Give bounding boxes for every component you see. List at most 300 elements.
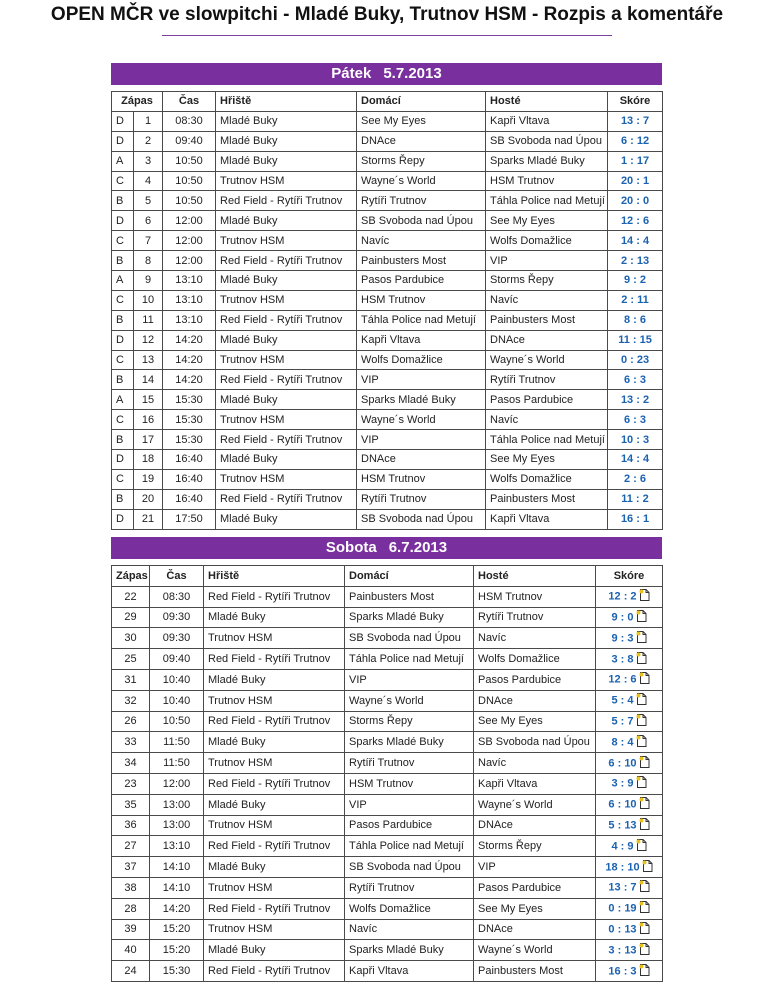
col-header-score: Skóre bbox=[596, 566, 663, 587]
score-cell[interactable]: 13 : 2 bbox=[608, 390, 663, 410]
away-team-cell: See My Eyes bbox=[474, 898, 596, 919]
time-cell: 16:40 bbox=[163, 489, 216, 509]
score-cell[interactable]: 9 : 2 bbox=[608, 271, 663, 291]
home-team-cell: Wayne´s World bbox=[357, 171, 486, 191]
table-row bbox=[112, 857, 663, 878]
table-row bbox=[112, 940, 663, 961]
comment-note-icon[interactable] bbox=[639, 922, 650, 937]
home-team-cell: VIP bbox=[345, 794, 474, 815]
game-number-cell: 2 bbox=[134, 131, 163, 151]
comment-note-icon[interactable] bbox=[639, 964, 650, 979]
score-value[interactable]: 16 : 3 bbox=[608, 964, 637, 977]
table-row bbox=[112, 690, 663, 711]
time-cell: 13:10 bbox=[150, 836, 204, 857]
time-cell: 12:00 bbox=[163, 251, 216, 271]
group-cell: D bbox=[112, 211, 134, 231]
score-value[interactable]: 5 : 4 bbox=[611, 694, 634, 707]
score-cell[interactable]: 2 : 13 bbox=[608, 251, 663, 271]
away-team-cell: Kapři Vltava bbox=[486, 111, 608, 131]
field-cell: Trutnov HSM bbox=[204, 690, 345, 711]
time-cell: 10:50 bbox=[163, 191, 216, 211]
group-cell: B bbox=[112, 191, 134, 211]
home-team-cell: Sparks Mladé Buky bbox=[345, 940, 474, 961]
home-team-cell: Pasos Pardubice bbox=[357, 271, 486, 291]
field-cell: Red Field - Rytíři Trutnov bbox=[204, 773, 345, 794]
table-row bbox=[112, 171, 663, 191]
game-number-cell: 24 bbox=[112, 961, 150, 982]
comment-note-icon[interactable] bbox=[639, 756, 650, 771]
table-row bbox=[112, 773, 663, 794]
home-team-cell: SB Svoboda nad Úpou bbox=[345, 857, 474, 878]
table-row bbox=[112, 271, 663, 291]
time-cell: 10:50 bbox=[163, 151, 216, 171]
score-cell[interactable]: 14 : 4 bbox=[608, 450, 663, 470]
col-header-field: Hřiště bbox=[204, 566, 345, 587]
away-team-cell: Wayne´s World bbox=[486, 350, 608, 370]
score-cell[interactable]: 11 : 2 bbox=[608, 489, 663, 509]
field-cell: Mladé Buky bbox=[204, 732, 345, 753]
home-team-cell: Wolfs Domažlice bbox=[345, 898, 474, 919]
score-value[interactable]: 0 : 13 bbox=[608, 923, 637, 936]
field-cell: Red Field - Rytíři Trutnov bbox=[204, 898, 345, 919]
table-row bbox=[112, 231, 663, 251]
home-team-cell: Navíc bbox=[357, 231, 486, 251]
game-number-cell: 15 bbox=[134, 390, 163, 410]
score-value[interactable]: 5 : 13 bbox=[608, 819, 637, 832]
score-cell[interactable]: 6 : 3 bbox=[608, 410, 663, 430]
field-cell: Mladé Buky bbox=[216, 211, 357, 231]
comment-note-icon[interactable] bbox=[636, 839, 647, 854]
table-row bbox=[112, 430, 663, 450]
time-cell: 13:10 bbox=[163, 290, 216, 310]
group-cell: D bbox=[112, 509, 134, 529]
score-cell bbox=[596, 732, 663, 753]
field-cell: Mladé Buky bbox=[204, 794, 345, 815]
page-title: OPEN MČR ve slowpitchi - Mladé Buky, Trutnov HSM - Rozpis a komentáře bbox=[50, 4, 724, 25]
away-team-cell: Wayne´s World bbox=[474, 940, 596, 961]
col-header-game: Zápas bbox=[112, 92, 163, 112]
game-number-cell: 18 bbox=[134, 450, 163, 470]
score-cell bbox=[596, 919, 663, 940]
col-header-away: Hosté bbox=[474, 566, 596, 587]
score-value[interactable]: 9 : 3 bbox=[611, 632, 634, 645]
comment-note-icon[interactable] bbox=[642, 860, 653, 875]
score-cell[interactable]: 14 : 4 bbox=[608, 231, 663, 251]
field-cell: Trutnov HSM bbox=[216, 171, 357, 191]
group-cell: A bbox=[112, 271, 134, 291]
table-row bbox=[112, 211, 663, 231]
group-cell: B bbox=[112, 430, 134, 450]
field-cell: Mladé Buky bbox=[204, 607, 345, 628]
home-team-cell: Storms Řepy bbox=[345, 711, 474, 732]
group-cell: C bbox=[112, 469, 134, 489]
home-team-cell: Rytíři Trutnov bbox=[345, 877, 474, 898]
time-cell: 09:30 bbox=[150, 628, 204, 649]
score-cell bbox=[596, 898, 663, 919]
field-cell: Red Field - Rytíři Trutnov bbox=[216, 251, 357, 271]
game-number-cell: 13 bbox=[134, 350, 163, 370]
away-team-cell: Táhla Police nad Metují bbox=[486, 430, 608, 450]
comment-note-icon[interactable] bbox=[639, 672, 650, 687]
field-cell: Mladé Buky bbox=[216, 271, 357, 291]
group-cell: B bbox=[112, 489, 134, 509]
field-cell: Trutnov HSM bbox=[216, 231, 357, 251]
col-header-time: Čas bbox=[163, 92, 216, 112]
group-cell: D bbox=[112, 131, 134, 151]
game-number-cell: 14 bbox=[134, 370, 163, 390]
table-row bbox=[112, 669, 663, 690]
away-team-cell: DNAce bbox=[486, 330, 608, 350]
time-cell: 12:00 bbox=[150, 773, 204, 794]
field-cell: Mladé Buky bbox=[216, 390, 357, 410]
field-cell: Trutnov HSM bbox=[204, 628, 345, 649]
table-row bbox=[112, 815, 663, 836]
score-value[interactable]: 12 : 2 bbox=[608, 590, 637, 603]
score-cell[interactable]: 13 : 7 bbox=[608, 111, 663, 131]
away-team-cell: Rytíři Trutnov bbox=[474, 607, 596, 628]
comment-note-icon[interactable] bbox=[636, 776, 647, 791]
score-cell[interactable]: 20 : 1 bbox=[608, 171, 663, 191]
score-cell[interactable]: 16 : 1 bbox=[608, 509, 663, 529]
comment-note-icon[interactable] bbox=[639, 797, 650, 812]
away-team-cell: Painbusters Most bbox=[486, 489, 608, 509]
table-row bbox=[112, 649, 663, 670]
time-cell: 09:40 bbox=[163, 131, 216, 151]
table-row bbox=[112, 370, 663, 390]
time-cell: 10:50 bbox=[150, 711, 204, 732]
game-number-cell: 16 bbox=[134, 410, 163, 430]
score-value[interactable]: 8 : 4 bbox=[611, 736, 634, 749]
field-cell: Trutnov HSM bbox=[216, 469, 357, 489]
game-number-cell: 29 bbox=[112, 607, 150, 628]
col-header-home: Domácí bbox=[345, 566, 474, 587]
game-number-cell: 7 bbox=[134, 231, 163, 251]
home-team-cell: Rytíři Trutnov bbox=[357, 489, 486, 509]
field-cell: Red Field - Rytíři Trutnov bbox=[216, 430, 357, 450]
time-cell: 11:50 bbox=[150, 732, 204, 753]
saturday-header-row bbox=[112, 566, 663, 587]
home-team-cell: Sparks Mladé Buky bbox=[345, 732, 474, 753]
score-cell bbox=[596, 815, 663, 836]
group-cell: C bbox=[112, 231, 134, 251]
game-number-cell: 23 bbox=[112, 773, 150, 794]
time-cell: 10:50 bbox=[163, 171, 216, 191]
game-number-cell: 12 bbox=[134, 330, 163, 350]
time-cell: 11:50 bbox=[150, 753, 204, 774]
time-cell: 13:00 bbox=[150, 794, 204, 815]
time-cell: 14:20 bbox=[150, 898, 204, 919]
score-value[interactable]: 9 : 0 bbox=[611, 611, 634, 624]
friday-day-header bbox=[111, 63, 662, 85]
table-row bbox=[112, 151, 663, 171]
away-team-cell: DNAce bbox=[474, 815, 596, 836]
time-cell: 12:00 bbox=[163, 211, 216, 231]
col-header-home: Domácí bbox=[357, 92, 486, 112]
table-row bbox=[112, 111, 663, 131]
home-team-cell: Navíc bbox=[345, 919, 474, 940]
game-number-cell: 22 bbox=[112, 586, 150, 607]
group-cell: D bbox=[112, 330, 134, 350]
away-team-cell: Navíc bbox=[474, 753, 596, 774]
game-number-cell: 20 bbox=[134, 489, 163, 509]
table-row bbox=[112, 732, 663, 753]
score-cell bbox=[596, 940, 663, 961]
home-team-cell: Wayne´s World bbox=[357, 410, 486, 430]
home-team-cell: VIP bbox=[357, 370, 486, 390]
home-team-cell: Kapři Vltava bbox=[345, 961, 474, 982]
score-cell[interactable]: 8 : 6 bbox=[608, 310, 663, 330]
table-row bbox=[112, 877, 663, 898]
field-cell: Mladé Buky bbox=[216, 509, 357, 529]
away-team-cell: Táhla Police nad Metují bbox=[486, 191, 608, 211]
table-row bbox=[112, 607, 663, 628]
game-number-cell: 5 bbox=[134, 191, 163, 211]
game-number-cell: 6 bbox=[134, 211, 163, 231]
time-cell: 08:30 bbox=[150, 586, 204, 607]
score-value[interactable]: 3 : 9 bbox=[611, 777, 634, 790]
score-value[interactable]: 13 : 7 bbox=[608, 881, 637, 894]
friday-date-label: 5.7.2013 bbox=[383, 65, 442, 82]
field-cell: Mladé Buky bbox=[204, 669, 345, 690]
score-cell bbox=[596, 649, 663, 670]
home-team-cell: Sparks Mladé Buky bbox=[345, 607, 474, 628]
field-cell: Red Field - Rytíři Trutnov bbox=[216, 310, 357, 330]
away-team-cell: Sparks Mladé Buky bbox=[486, 151, 608, 171]
score-cell bbox=[596, 607, 663, 628]
comment-note-icon[interactable] bbox=[636, 735, 647, 750]
table-row bbox=[112, 191, 663, 211]
field-cell: Trutnov HSM bbox=[204, 919, 345, 940]
home-team-cell: Wayne´s World bbox=[345, 690, 474, 711]
away-team-cell: Pasos Pardubice bbox=[486, 390, 608, 410]
table-row bbox=[112, 390, 663, 410]
saturday-date-label: 6.7.2013 bbox=[388, 539, 448, 556]
game-number-cell: 25 bbox=[112, 649, 150, 670]
home-team-cell: VIP bbox=[357, 430, 486, 450]
home-team-cell: Painbusters Most bbox=[345, 586, 474, 607]
score-value[interactable]: 12 : 6 bbox=[608, 673, 637, 686]
group-cell: B bbox=[112, 251, 134, 271]
away-team-cell: See My Eyes bbox=[486, 450, 608, 470]
time-cell: 14:10 bbox=[150, 857, 204, 878]
home-team-cell: Kapři Vltava bbox=[357, 330, 486, 350]
score-cell bbox=[596, 586, 663, 607]
field-cell: Red Field - Rytíři Trutnov bbox=[204, 711, 345, 732]
time-cell: 15:20 bbox=[150, 940, 204, 961]
field-cell: Red Field - Rytíři Trutnov bbox=[204, 961, 345, 982]
away-team-cell: See My Eyes bbox=[486, 211, 608, 231]
home-team-cell: SB Svoboda nad Úpou bbox=[345, 628, 474, 649]
away-team-cell: DNAce bbox=[474, 919, 596, 940]
table-row bbox=[112, 489, 663, 509]
home-team-cell: Táhla Police nad Metují bbox=[345, 836, 474, 857]
home-team-cell: DNAce bbox=[357, 131, 486, 151]
table-row bbox=[112, 350, 663, 370]
score-value[interactable]: 18 : 10 bbox=[605, 860, 640, 873]
home-team-cell: See My Eyes bbox=[357, 111, 486, 131]
score-cell bbox=[596, 690, 663, 711]
away-team-cell: VIP bbox=[474, 857, 596, 878]
home-team-cell: Pasos Pardubice bbox=[345, 815, 474, 836]
time-cell: 16:40 bbox=[163, 450, 216, 470]
score-value[interactable]: 5 : 7 bbox=[611, 715, 634, 728]
field-cell: Trutnov HSM bbox=[204, 877, 345, 898]
field-cell: Red Field - Rytíři Trutnov bbox=[204, 586, 345, 607]
field-cell: Mladé Buky bbox=[216, 111, 357, 131]
time-cell: 15:30 bbox=[163, 410, 216, 430]
time-cell: 15:30 bbox=[150, 961, 204, 982]
game-number-cell: 11 bbox=[134, 310, 163, 330]
away-team-cell: VIP bbox=[486, 251, 608, 271]
away-team-cell: Pasos Pardubice bbox=[474, 877, 596, 898]
time-cell: 08:30 bbox=[163, 111, 216, 131]
game-number-cell: 35 bbox=[112, 794, 150, 815]
time-cell: 14:10 bbox=[150, 877, 204, 898]
home-team-cell: Rytíři Trutnov bbox=[357, 191, 486, 211]
away-team-cell: Wolfs Domažlice bbox=[474, 649, 596, 670]
score-cell bbox=[596, 961, 663, 982]
score-value[interactable]: 4 : 9 bbox=[611, 840, 634, 853]
comment-note-icon[interactable] bbox=[636, 652, 647, 667]
table-row bbox=[112, 251, 663, 271]
away-team-cell: Rytíři Trutnov bbox=[486, 370, 608, 390]
away-team-cell: Pasos Pardubice bbox=[474, 669, 596, 690]
table-row bbox=[112, 898, 663, 919]
away-team-cell: Navíc bbox=[486, 290, 608, 310]
table-row bbox=[112, 628, 663, 649]
game-number-cell: 30 bbox=[112, 628, 150, 649]
score-cell[interactable]: 2 : 11 bbox=[608, 290, 663, 310]
field-cell: Red Field - Rytíři Trutnov bbox=[216, 489, 357, 509]
saturday-schedule-table bbox=[111, 565, 663, 982]
score-cell[interactable]: 0 : 23 bbox=[608, 350, 663, 370]
game-number-cell: 33 bbox=[112, 732, 150, 753]
field-cell: Mladé Buky bbox=[204, 857, 345, 878]
field-cell: Red Field - Rytíři Trutnov bbox=[204, 649, 345, 670]
group-cell: C bbox=[112, 350, 134, 370]
score-cell[interactable]: 10 : 3 bbox=[608, 430, 663, 450]
score-cell[interactable]: 1 : 17 bbox=[608, 151, 663, 171]
score-cell bbox=[596, 836, 663, 857]
title-divider bbox=[162, 35, 612, 36]
away-team-cell: Wolfs Domažlice bbox=[486, 231, 608, 251]
score-value[interactable]: 3 : 13 bbox=[608, 944, 637, 957]
comment-note-icon[interactable] bbox=[636, 693, 647, 708]
score-cell bbox=[596, 753, 663, 774]
score-cell[interactable]: 6 : 12 bbox=[608, 131, 663, 151]
comment-note-icon[interactable] bbox=[636, 714, 647, 729]
comment-note-icon[interactable] bbox=[639, 880, 650, 895]
score-cell[interactable]: 6 : 3 bbox=[608, 370, 663, 390]
score-value[interactable]: 6 : 10 bbox=[608, 798, 637, 811]
score-cell bbox=[596, 711, 663, 732]
score-cell bbox=[596, 857, 663, 878]
table-row bbox=[112, 919, 663, 940]
home-team-cell: Sparks Mladé Buky bbox=[357, 390, 486, 410]
game-number-cell: 36 bbox=[112, 815, 150, 836]
table-row bbox=[112, 330, 663, 350]
time-cell: 12:00 bbox=[163, 231, 216, 251]
table-row bbox=[112, 836, 663, 857]
comment-note-icon[interactable] bbox=[636, 631, 647, 646]
table-row bbox=[112, 711, 663, 732]
col-header-field: Hřiště bbox=[216, 92, 357, 112]
home-team-cell: Wolfs Domažlice bbox=[357, 350, 486, 370]
game-number-cell: 39 bbox=[112, 919, 150, 940]
game-number-cell: 31 bbox=[112, 669, 150, 690]
time-cell: 13:10 bbox=[163, 310, 216, 330]
score-value[interactable]: 0 : 19 bbox=[608, 902, 637, 915]
home-team-cell: HSM Trutnov bbox=[345, 773, 474, 794]
game-number-cell: 38 bbox=[112, 877, 150, 898]
game-number-cell: 37 bbox=[112, 857, 150, 878]
home-team-cell: Rytíři Trutnov bbox=[345, 753, 474, 774]
score-cell bbox=[596, 773, 663, 794]
score-cell[interactable]: 11 : 15 bbox=[608, 330, 663, 350]
time-cell: 14:20 bbox=[163, 330, 216, 350]
field-cell: Trutnov HSM bbox=[204, 753, 345, 774]
away-team-cell: Storms Řepy bbox=[486, 271, 608, 291]
table-row bbox=[112, 753, 663, 774]
group-cell: C bbox=[112, 410, 134, 430]
field-cell: Red Field - Rytíři Trutnov bbox=[204, 836, 345, 857]
score-cell[interactable]: 12 : 6 bbox=[608, 211, 663, 231]
score-value[interactable]: 3 : 8 bbox=[611, 652, 634, 665]
field-cell: Mladé Buky bbox=[216, 131, 357, 151]
group-cell: D bbox=[112, 450, 134, 470]
home-team-cell: HSM Trutnov bbox=[357, 469, 486, 489]
comment-note-icon[interactable] bbox=[639, 901, 650, 916]
field-cell: Trutnov HSM bbox=[204, 815, 345, 836]
away-team-cell: Kapři Vltava bbox=[486, 509, 608, 529]
friday-day-label: Pátek bbox=[331, 65, 372, 82]
time-cell: 10:40 bbox=[150, 690, 204, 711]
game-number-cell: 26 bbox=[112, 711, 150, 732]
score-cell[interactable]: 2 : 6 bbox=[608, 469, 663, 489]
score-cell bbox=[596, 669, 663, 690]
time-cell: 09:40 bbox=[150, 649, 204, 670]
away-team-cell: DNAce bbox=[474, 690, 596, 711]
time-cell: 15:20 bbox=[150, 919, 204, 940]
time-cell: 14:20 bbox=[163, 370, 216, 390]
score-value[interactable]: 6 : 10 bbox=[608, 756, 637, 769]
home-team-cell: DNAce bbox=[357, 450, 486, 470]
home-team-cell: SB Svoboda nad Úpou bbox=[357, 211, 486, 231]
table-row bbox=[112, 290, 663, 310]
field-cell: Mladé Buky bbox=[216, 151, 357, 171]
comment-note-icon[interactable] bbox=[639, 818, 650, 833]
field-cell: Mladé Buky bbox=[204, 940, 345, 961]
group-cell: D bbox=[112, 111, 134, 131]
group-cell: B bbox=[112, 310, 134, 330]
comment-note-icon[interactable] bbox=[639, 589, 650, 604]
game-number-cell: 4 bbox=[134, 171, 163, 191]
group-cell: C bbox=[112, 290, 134, 310]
home-team-cell: VIP bbox=[345, 669, 474, 690]
score-cell[interactable]: 20 : 0 bbox=[608, 191, 663, 211]
friday-header-row bbox=[112, 92, 663, 112]
home-team-cell: Storms Řepy bbox=[357, 151, 486, 171]
time-cell: 13:10 bbox=[163, 271, 216, 291]
game-number-cell: 21 bbox=[134, 509, 163, 529]
field-cell: Red Field - Rytíři Trutnov bbox=[216, 191, 357, 211]
saturday-day-header bbox=[111, 537, 662, 559]
group-cell: B bbox=[112, 370, 134, 390]
game-number-cell: 34 bbox=[112, 753, 150, 774]
comment-note-icon[interactable] bbox=[636, 610, 647, 625]
away-team-cell: See My Eyes bbox=[474, 711, 596, 732]
comment-note-icon[interactable] bbox=[639, 943, 650, 958]
